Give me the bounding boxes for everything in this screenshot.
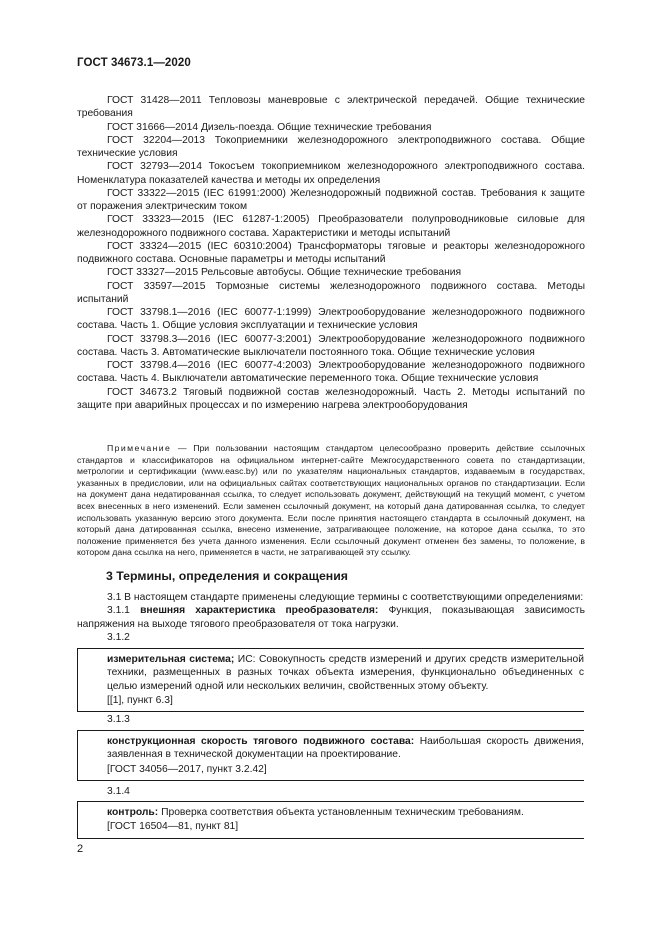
term-definition: Проверка соответствия объекта установленным техническим требованиям.: [161, 807, 524, 818]
section-3-1-block: [77, 591, 585, 631]
document-header: ГОСТ 34673.1—2020: [77, 57, 191, 69]
section-3-heading: 3 Термины, определения и сокращения: [106, 569, 348, 583]
term-number: 3.1.1: [107, 605, 130, 617]
term-box-3-1-2: [77, 648, 584, 712]
term-number-3-1-3: 3.1.3: [107, 714, 130, 725]
page-number: 2: [77, 843, 84, 855]
term-name: внешняя характеристика преобразователя:: [140, 605, 379, 617]
term-entry: [107, 806, 584, 819]
reference-item: ГОСТ 33798.4—2016 (IEC 60077-4:2003) Электрооборудование железнодорожного подвижного состава. Часть 4. Выключатели автоматические переменного тока. Общие технические условия: [77, 360, 585, 385]
term-definition: Наибольшая скорость движения, заявленная в технической документации на проектирование.: [107, 736, 584, 761]
reference-item: ГОСТ 33798.3—2016 (IEC 60077-3:2001) Электрооборудование железнодорожного подвижного состава. Часть 3. Автоматические выключатели постоянного тока. Общие технические условия: [77, 333, 585, 358]
term-box-3-1-3: [77, 730, 584, 781]
note-label: Примечание: [107, 443, 172, 453]
reference-item: ГОСТ 33597—2015 Тормозные системы железнодорожного подвижного состава. Методы испытаний: [77, 280, 585, 305]
term-source: [ГОСТ 16504—81, пункт 81]: [107, 821, 239, 833]
term-name: конструкционная скорость тягового подвижного состава:: [107, 736, 415, 747]
term-source: [[1], пункт 6.3]: [107, 694, 173, 706]
term-box-3-1-4: [77, 801, 584, 839]
reference-item: ГОСТ 34673.2 Тяговый подвижной состав железнодорожный. Часть 2. Методы испытаний по защите при аварийных процессах и по измерению нагрева электрооборудования: [77, 386, 585, 411]
term-number-3-1-2: 3.1.2: [107, 632, 130, 643]
reference-item: ГОСТ 32204—2013 Токоприемники железнодорожного электроподвижного состава. Общие технические условия: [77, 134, 585, 159]
reference-item: ГОСТ 33323—2015 (IEC 61287-1:2005) Преобразователи полупроводниковые силовые для железнодорожного подвижного состава. Характеристики и методы испытаний: [77, 214, 585, 239]
note-text: — При пользовании настоящим стандартом целесообразно проверить действие ссылочных стандартов и классификаторов на официальном интернет-сайте Межгосударственного совета по стандартизации, метрологии и сертификации (www.easc.by) или по указателям национальных стандартов, издаваемым в государствах, указанных в предисловии, или на официальных сайтах соответствующих национальных органов по стандартизации. Если на документ дана недатированная ссылка, то следует использовать документ, действующий на текущий момент, с учетом всех внесенных в него изменений. Если заменен ссылочный документ, на который дана датированная ссылка, то следует использовать указанную версию этого документа. Если после принятия настоящего стандарта в ссылочный документ, на который дана датированная ссылка, внесено изменение, затрагивающее положение, на которое дана ссылка, то это положение применяется без учета данного изменения. Если ссылочный документ отменен без замены, то положение, в котором дана ссылка на него, применяется в части, не затрагивающей эту ссылку.: [77, 443, 585, 558]
reference-item: ГОСТ 33798.1—2016 (IEC 60077-1:1999) Электрооборудование железнодорожного подвижного состава. Часть 1. Общие условия эксплуатации и технические условия: [77, 307, 585, 332]
term-name: измерительная система;: [107, 654, 235, 665]
term-name: контроль:: [107, 807, 159, 818]
section-3-1-intro: 3.1 В настоящем стандарте применены следующие термины с соответствующими определениями:: [107, 592, 584, 603]
reference-item: ГОСТ 31666—2014 Дизель-поезда. Общие технические требования: [107, 121, 432, 133]
term-3-1-1: [77, 604, 585, 631]
term-entry: [107, 653, 584, 693]
term-definition: ИС: Совокупность средств измерений и других средств измерительной техники, размещенных в разных точках объекта измерения, функционально объединенных с целью измерений одной или нескольких величин, свойственных этому объекту.: [107, 654, 584, 692]
reference-item: ГОСТ 33327—2015 Рельсовые автобусы. Общие технические требования: [107, 267, 462, 279]
normative-references-list: [77, 94, 585, 412]
reference-item: ГОСТ 33322—2015 (IEC 61991:2000) Железнодорожный подвижной состав. Требования к защите от поражения электрическим током: [77, 187, 585, 212]
reference-item: ГОСТ 32793—2014 Токосъем токоприемником железнодорожного электроподвижного состава. Номенклатура показателей качества и методы их определения: [77, 161, 585, 186]
term-number-3-1-4: 3.1.4: [107, 786, 130, 797]
term-entry: [107, 735, 584, 762]
reference-item: ГОСТ 31428—2011 Тепловозы маневровые с электрической передачей. Общие технические требования: [77, 95, 585, 120]
term-source: [ГОСТ 34056—2017, пункт 3.2.42]: [107, 763, 267, 775]
references-note: [77, 443, 585, 559]
term-definition: Функция, показывающая зависимость напряжения на выходе тягового преобразователя от тока нагрузки.: [77, 605, 585, 630]
reference-item: ГОСТ 33324—2015 (IEC 60310:2004) Трансформаторы тяговые и реакторы железнодорожного подвижного состава. Основные параметры и методы испытаний: [77, 240, 585, 265]
